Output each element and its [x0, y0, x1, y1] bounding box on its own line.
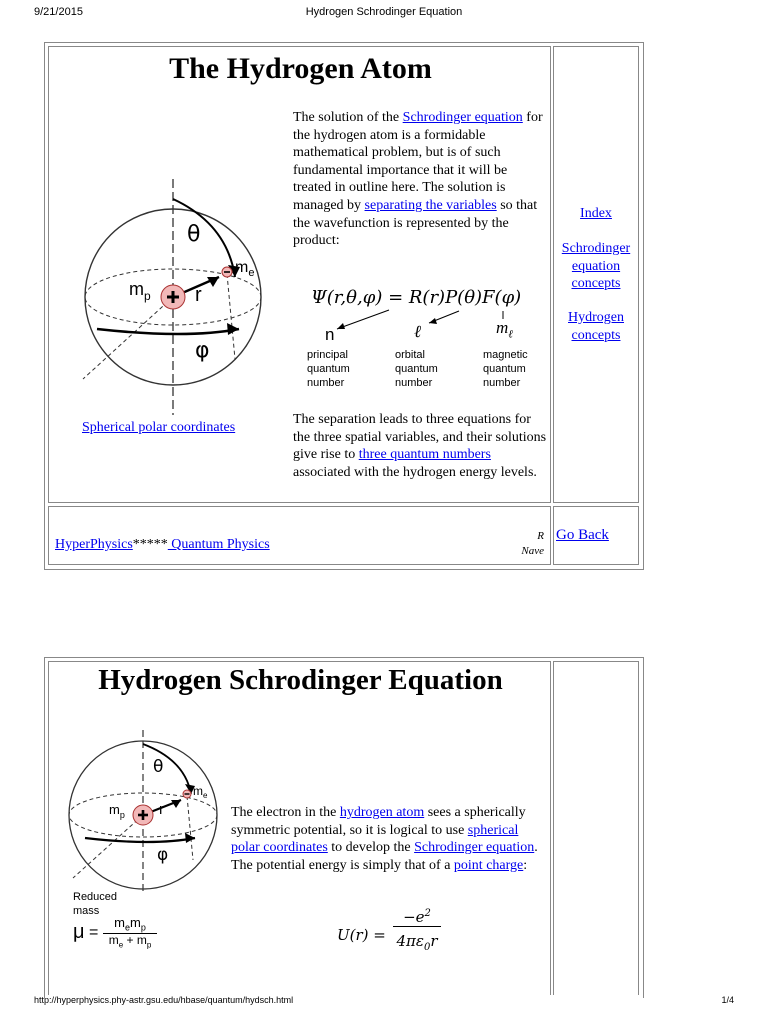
mp-sub-small: p	[119, 810, 125, 820]
hyperphysics-link[interactable]: HyperPhysics	[55, 537, 133, 552]
go-back-link[interactable]: Go Back	[556, 527, 609, 543]
magnetic-label: magnetic quantum number	[483, 349, 528, 389]
section1-intro: The solution of the Schrodinger equation for the hydrogen atom is a formidable mathematical problem, but is of such fundamental importance that it will be treated in outline here. The solution is managed by separating the variables so that the wavefunction is represented by the product:	[293, 110, 543, 249]
section1-footer-cell	[48, 506, 551, 565]
hydrogen-concepts-link[interactable]: Hydrogen concepts	[568, 310, 624, 343]
spherical-coordinates-diagram	[67, 179, 277, 419]
wavefunction-equation: Ψ(r,θ,φ) = R(r)P(θ)F(φ)	[311, 287, 522, 308]
print-url: http://hyperphysics.phy-astr.gsu.edu/hbase/quantum/hydsch.html	[34, 995, 294, 1005]
three-quantum-numbers-link[interactable]: three quantum numbers	[358, 447, 491, 463]
me-label-small: m	[193, 784, 203, 798]
r-label: r	[195, 284, 202, 306]
section1-title: The Hydrogen Atom	[169, 52, 432, 85]
schrodinger-concepts-link[interactable]: Schrodinger equation concepts	[561, 241, 631, 291]
spherical-coordinates-diagram-small	[63, 728, 223, 898]
me-sub: e	[248, 267, 255, 279]
svg-text:me	[235, 259, 254, 279]
print-title: Hydrogen Schrodinger Equation	[305, 6, 463, 18]
phi-label: φ	[195, 338, 210, 363]
svg-text:mp	[129, 279, 151, 303]
r-label-small: r	[159, 801, 164, 818]
n-symbol: n	[325, 325, 335, 344]
section2-main-cell: Hydrogen Schrodinger Equation θ φ r $m_p$ $m_e$ Reduced mass μ = $m_em_p$ $m_e + m_p$ The electron in the hydrogen atom sees a spherically symmetric potential, so it is logical to use spherical polar coordinates to develop the Schrodinger equation. The potential energy is simply that of a point charge: U(r) = $-e^2$ $4\pi\varepsilon_0r$	[48, 661, 551, 995]
theta-label-small: θ	[153, 757, 164, 777]
print-page-number: 1/4	[721, 995, 734, 1005]
author-credit: R Nave	[521, 530, 544, 557]
orbital-label: orbital quantum number	[395, 349, 438, 389]
spherical-polar-link[interactable]: Spherical polar coordinates	[82, 420, 236, 435]
section2-title: Hydrogen Schrodinger Equation	[98, 664, 503, 696]
section1-sidebar	[553, 46, 639, 503]
svg-text:me	[193, 784, 208, 800]
reduced-mass-label: Reduced mass	[73, 891, 118, 917]
schrodinger-equation-link[interactable]: Schrodinger equation	[402, 110, 523, 125]
point-charge-link[interactable]: point charge	[453, 857, 524, 873]
spherical-polar-coordinates-link[interactable]: spherical polar coordinates	[231, 822, 519, 856]
me-sub-small: e	[203, 791, 208, 800]
quantum-physics-link[interactable]: Quantum Physics	[167, 537, 270, 552]
section2-paragraph: The electron in the hydrogen atom sees a spherically symmetric potential, so it is logical to use spherical polar coordinates to develop the Schrodinger equation. The potential energy is simply that of a point charge:	[231, 805, 538, 873]
schrodinger-equation-link-2[interactable]: Schrodinger equation	[414, 840, 535, 856]
breadcrumb: HyperPhysics***** Quantum Physics	[55, 537, 270, 552]
mp-label-small: m	[109, 802, 120, 817]
mp-sub: p	[144, 289, 151, 303]
section2-sidebar	[553, 661, 639, 995]
mp-label: m	[129, 279, 144, 299]
section1-main-cell	[48, 46, 551, 503]
hydrogen-atom-link[interactable]: hydrogen atom	[339, 805, 425, 820]
section1-separation: The separation leads to three equations for the three spatial variables, and their solutions give rise to three quantum numbers associated with the hydrogen energy levels.	[293, 412, 547, 480]
section1-goback-cell	[553, 506, 639, 565]
principal-label: principal quantum number	[307, 349, 350, 389]
l-symbol: ℓ	[414, 322, 422, 341]
phi-label-small: φ	[157, 845, 169, 865]
index-link[interactable]: Index	[580, 206, 612, 221]
theta-label: θ	[187, 222, 201, 247]
separating-variables-link[interactable]: separating the variables	[364, 197, 497, 213]
print-date: 9/21/2015	[34, 6, 83, 18]
me-label: m	[235, 259, 249, 276]
svg-text:mp	[109, 802, 125, 820]
ml-symbol: $m_\ell$	[496, 318, 513, 341]
